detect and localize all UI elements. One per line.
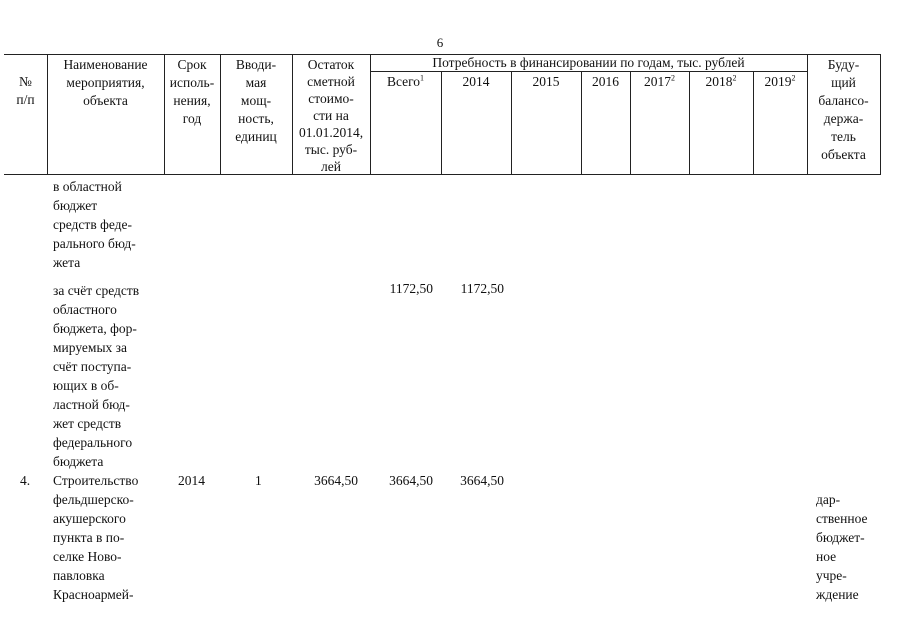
header-capacity-line: Вводи- bbox=[235, 57, 277, 72]
header-year-footnote: 2 bbox=[791, 73, 796, 83]
item4-total: 3664,50 bbox=[389, 473, 433, 488]
text-line: ющих в об- bbox=[53, 378, 119, 393]
text-line: рального бюд- bbox=[53, 236, 136, 251]
row-regional-budget-text bbox=[53, 281, 163, 471]
page-number: 6 bbox=[436, 35, 444, 50]
header-balance-line: Остаток bbox=[307, 57, 355, 72]
col-divider bbox=[880, 54, 881, 174]
header-balance bbox=[292, 56, 370, 175]
text-line: дар- bbox=[816, 492, 841, 507]
header-term-line: исполь- bbox=[169, 75, 215, 90]
header-year-2018 bbox=[689, 73, 753, 91]
header-holder-line: Буду- bbox=[827, 57, 860, 72]
header-balance-line: сти на bbox=[313, 108, 349, 123]
text-line: пункта в по- bbox=[53, 530, 125, 545]
col-divider bbox=[370, 54, 371, 174]
header-name-line: мероприятия, bbox=[66, 75, 145, 90]
row-regional-budget-total: 1172,50 bbox=[389, 281, 433, 296]
text-line: федерального bbox=[53, 435, 133, 450]
text-line: бюджет- bbox=[816, 530, 865, 545]
header-capacity-line: ность, bbox=[238, 111, 274, 126]
item4-balance: 3664,50 bbox=[314, 473, 358, 488]
header-year-label: 2017 bbox=[644, 74, 671, 89]
text-line: счёт поступа- bbox=[53, 359, 132, 374]
item4-2014: 3664,50 bbox=[460, 473, 504, 488]
text-line: жета bbox=[53, 255, 81, 270]
row-regional-budget-2014: 1172,50 bbox=[460, 281, 504, 296]
header-capacity bbox=[220, 56, 292, 146]
header-balance-line: сметной bbox=[307, 74, 355, 89]
text-line: областного bbox=[53, 302, 117, 317]
row-continuation-text bbox=[53, 177, 157, 272]
header-year-label: 2014 bbox=[462, 74, 490, 89]
header-year-footnote: 2 bbox=[732, 73, 737, 83]
header-year-label: 2016 bbox=[592, 74, 619, 89]
header-year-footnote: 2 bbox=[671, 73, 675, 83]
text-line: ластной бюд- bbox=[53, 397, 130, 412]
header-name-line: объекта bbox=[83, 93, 128, 108]
text-line: учре- bbox=[816, 568, 847, 583]
header-bottom-border bbox=[4, 174, 881, 175]
text-line: акушерского bbox=[53, 511, 126, 526]
text-line: жет средств bbox=[53, 416, 122, 431]
text-line: в областной bbox=[53, 179, 122, 194]
text-line: мируемых за bbox=[53, 340, 127, 355]
header-year-2017 bbox=[630, 73, 689, 91]
text-line: селке Ново- bbox=[53, 549, 122, 564]
header-number-line: № bbox=[19, 74, 32, 89]
header-capacity-line: мая bbox=[245, 75, 267, 90]
header-holder-line: тель bbox=[831, 129, 856, 144]
text-line: средств феде- bbox=[53, 217, 132, 232]
text-line: ждение bbox=[816, 587, 859, 602]
text-line: павловка bbox=[53, 568, 105, 583]
item4-number: 4. bbox=[20, 473, 31, 488]
header-total-label: Всего bbox=[386, 74, 421, 89]
text-line: Красноармей- bbox=[53, 587, 134, 602]
header-capacity-line: мощ- bbox=[240, 93, 272, 108]
header-name bbox=[47, 56, 164, 110]
item4-name bbox=[53, 471, 163, 604]
header-holder-line: объекта bbox=[821, 147, 866, 162]
item4-capacity: 1 bbox=[255, 473, 262, 488]
header-number-line: п/п bbox=[16, 92, 35, 107]
header-balance-line: стоимо- bbox=[308, 91, 354, 106]
header-year-label: 2015 bbox=[532, 74, 560, 89]
text-line: бюджета, фор- bbox=[53, 321, 137, 336]
header-holder bbox=[807, 56, 880, 164]
header-year-2015 bbox=[511, 73, 581, 91]
header-year-2014 bbox=[441, 73, 511, 91]
text-line: бюджет bbox=[53, 198, 98, 213]
header-total-footnote: 1 bbox=[420, 73, 425, 83]
item4-term: 2014 bbox=[178, 473, 205, 488]
header-year-2016 bbox=[581, 73, 630, 91]
text-line: бюджета bbox=[53, 454, 104, 469]
header-name-line: Наименование bbox=[63, 57, 148, 72]
header-year-2019 bbox=[753, 73, 807, 91]
header-holder-line: держа- bbox=[823, 111, 864, 126]
header-term bbox=[164, 56, 220, 128]
header-holder-line: щий bbox=[831, 75, 856, 90]
header-balance-line: тыс. руб- bbox=[304, 142, 358, 157]
header-capacity-line: единиц bbox=[235, 129, 277, 144]
text-line: Строительство bbox=[53, 473, 139, 488]
text-line: ственное bbox=[816, 511, 868, 526]
header-balance-line: лей bbox=[321, 159, 341, 174]
text-line: за счёт средств bbox=[53, 283, 140, 298]
header-term-line: нения, bbox=[173, 93, 211, 108]
header-year-label: 2018 bbox=[705, 74, 733, 89]
header-balance-line: 01.01.2014, bbox=[298, 125, 364, 140]
item4-holder bbox=[816, 490, 886, 604]
header-funding-title: Потребность в финансировании по годам, тыс. рублей bbox=[432, 55, 745, 70]
header-holder-line: балансо- bbox=[818, 93, 869, 108]
header-term-line: Срок bbox=[177, 57, 207, 72]
header-total bbox=[370, 73, 441, 91]
text-line: фельдшерско- bbox=[53, 492, 134, 507]
header-term-line: год bbox=[182, 111, 202, 126]
header-year-label: 2019 bbox=[764, 74, 792, 89]
header-number bbox=[4, 73, 47, 109]
text-line: ное bbox=[816, 549, 837, 564]
